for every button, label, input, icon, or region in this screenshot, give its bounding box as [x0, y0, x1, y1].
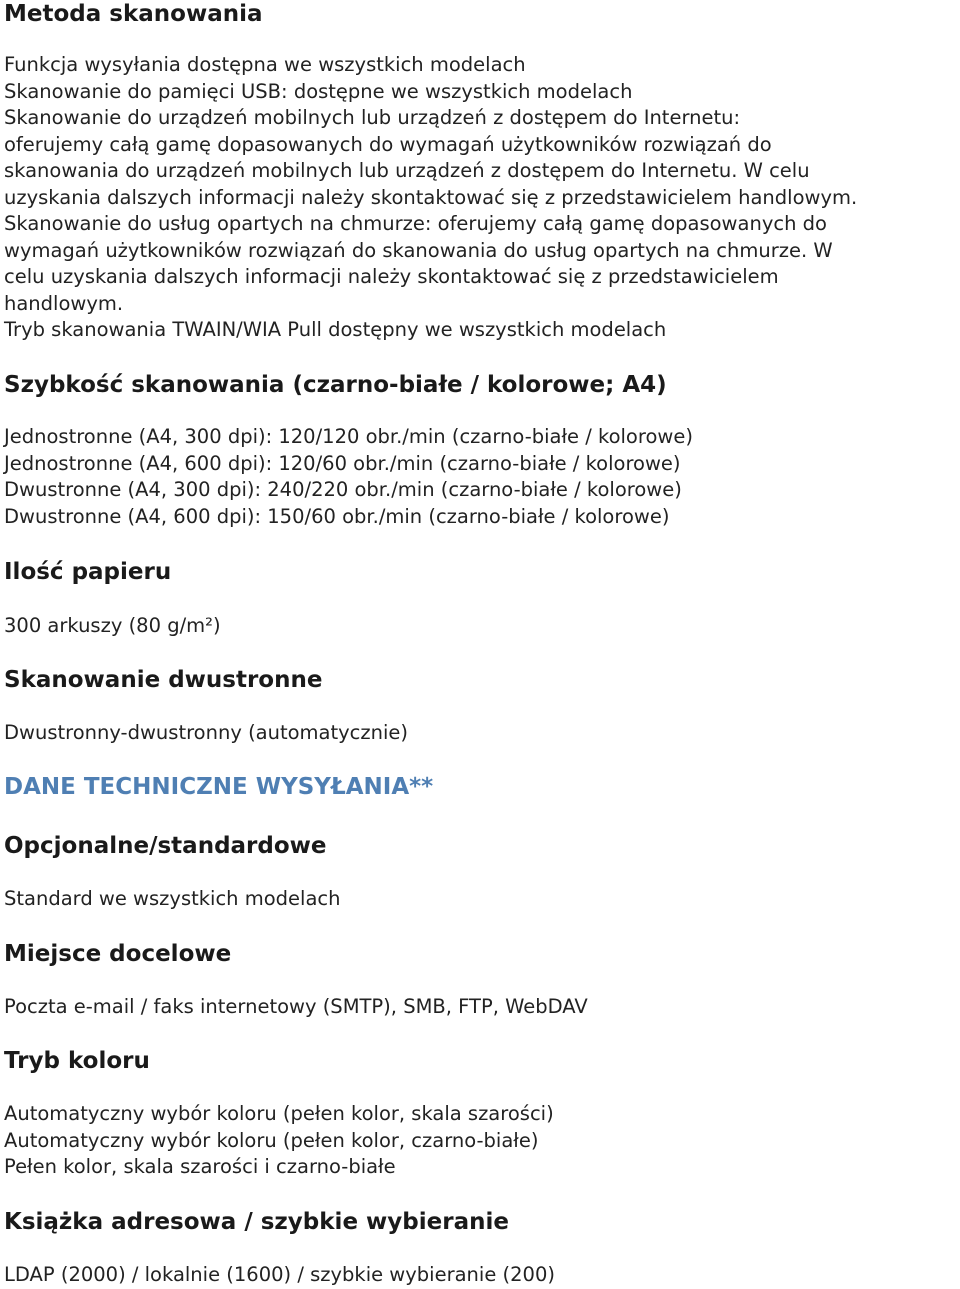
- text-line: Skanowanie do pamięci USB: dostępne we wszystkich modelach: [4, 79, 633, 103]
- section-heading: Książka adresowa / szybkie wybieranie: [4, 1209, 509, 1235]
- section-scan-method-body: [4, 52, 954, 344]
- text-line: celu uzyskania dalszych informacji należy skontaktować się z przedstawicielem: [4, 265, 779, 288]
- section-heading: Szybkość skanowania (czarno-białe / kolorowe; A4): [4, 372, 667, 398]
- text-line: oferujemy całą gamę dopasowanych do wymagań użytkowników rozwiązań do: [4, 132, 772, 156]
- text-line: Dwustronne (A4, 300 dpi): 240/220 obr./min (czarno-białe / kolorowe): [4, 478, 682, 501]
- text-line: Dwustronny-dwustronny (automatycznie): [4, 721, 409, 744]
- section-heading: Tryb koloru: [4, 1048, 150, 1074]
- section-duplex-scan-body: [4, 720, 954, 747]
- text-line: Funkcja wysyłania dostępna we wszystkich modelach: [4, 53, 526, 76]
- text-line: Poczta e-mail / faks internetowy (SMTP), SMB, FTP, WebDAV: [4, 995, 588, 1018]
- text-line: handlowym.: [4, 291, 124, 315]
- text-line: Tryb skanowania TWAIN/WIA Pull dostępny we wszystkich modelach: [4, 318, 667, 341]
- section-heading: Opcjonalne/standardowe: [4, 833, 327, 859]
- text-line: skanowania do urządzeń mobilnych lub urządzeń z dostępem do Internetu. W celu: [4, 159, 810, 182]
- section-heading: Metoda skanowania: [4, 1, 263, 27]
- section-paper-capacity: [4, 558, 954, 586]
- text-line: Jednostronne (A4, 300 dpi): 120/120 obr./min (czarno-białe / kolorowe): [4, 425, 693, 448]
- text-line: Automatyczny wybór koloru (pełen kolor, skala szarości): [4, 1102, 554, 1125]
- text-line: wymagań użytkowników rozwiązań do skanowania do usług opartych na chmurze. W: [4, 238, 833, 262]
- section-scan-speed-body: [4, 424, 954, 530]
- section-destination: [4, 940, 954, 968]
- section-heading: Miejsce docelowe: [4, 941, 232, 967]
- text-line: 300 arkuszy (80 g/m²): [4, 614, 221, 637]
- section-duplex-scan: [4, 666, 954, 694]
- section-destination-body: [4, 994, 954, 1021]
- text-line: uzyskania dalszych informacji należy skontaktować się z przedstawicielem handlowym.: [4, 185, 858, 209]
- section-send-specs: [4, 773, 954, 801]
- section-scan-speed: [4, 371, 954, 399]
- section-color-mode-body: [4, 1101, 954, 1181]
- text-line: Jednostronne (A4, 600 dpi): 120/60 obr./min (czarno-białe / kolorowe): [4, 451, 681, 475]
- text-line: Dwustronne (A4, 600 dpi): 150/60 obr./min (czarno-białe / kolorowe): [4, 504, 670, 528]
- section-color-mode: [4, 1047, 954, 1075]
- section-paper-capacity-body: [4, 613, 954, 640]
- section-heading: Ilość papieru: [4, 559, 172, 585]
- text-line: Skanowanie do usług opartych na chmurze: oferujemy całą gamę dopasowanych do: [4, 212, 827, 235]
- text-line: LDAP (2000) / lokalnie (1600) / szybkie wybieranie (200): [4, 1263, 555, 1286]
- section-heading: Skanowanie dwustronne: [4, 667, 323, 693]
- text-line: Skanowanie do urządzeń mobilnych lub urządzeń z dostępem do Internetu:: [4, 106, 741, 129]
- section-address-book-body: [4, 1262, 954, 1289]
- section-optional-standard-body: [4, 886, 954, 913]
- section-address-book: [4, 1208, 954, 1236]
- section-scan-method: [4, 0, 954, 28]
- section-title-accent: DANE TECHNICZNE WYSYŁANIA**: [4, 774, 434, 800]
- text-line: Automatyczny wybór koloru (pełen kolor, czarno-białe): [4, 1128, 539, 1152]
- text-line: Pełen kolor, skala szarości i czarno-białe: [4, 1155, 396, 1178]
- section-optional-standard: [4, 832, 954, 860]
- text-line: Standard we wszystkich modelach: [4, 887, 341, 910]
